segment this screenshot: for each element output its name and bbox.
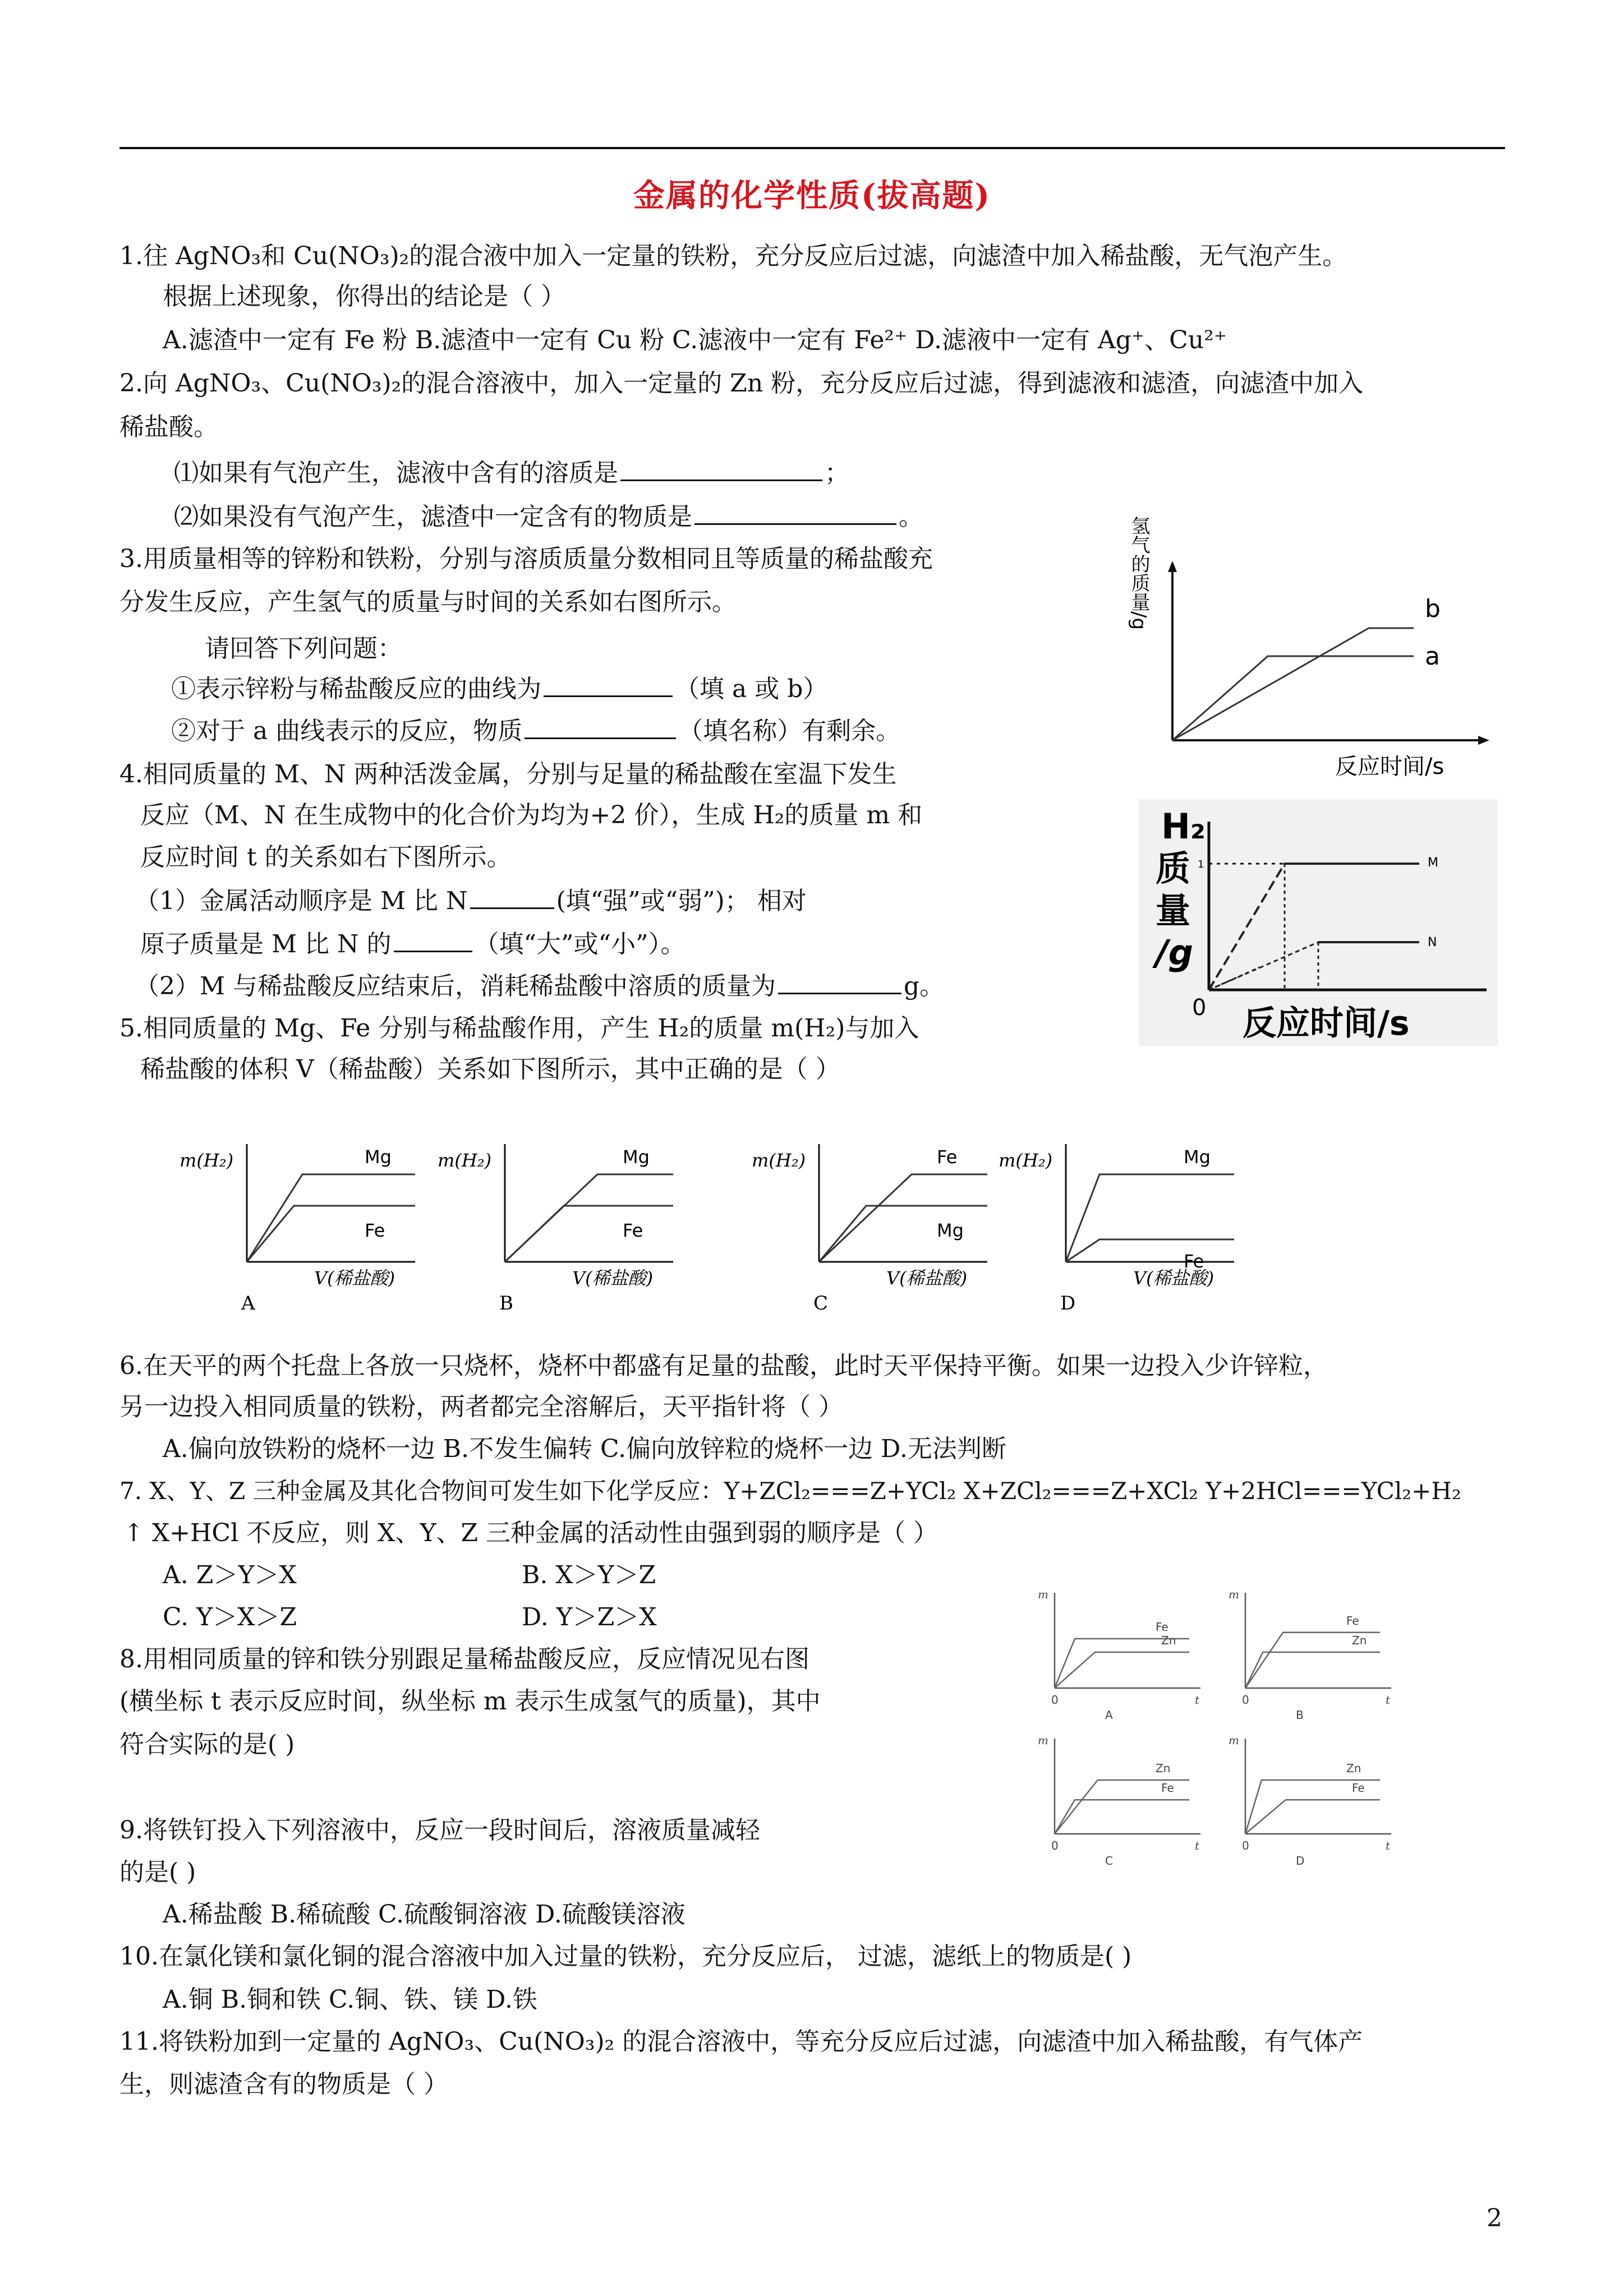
q11-line2: 生，则滤渣含有的物质是（ ）: [119, 2070, 448, 2099]
header-rule: [119, 147, 1505, 149]
q4-sub1-cont: (填“强”或“弱”)； 相对: [556, 887, 807, 915]
q7-opt-b: B. X＞Y＞Z: [522, 1561, 656, 1589]
q9-options: A.稀盐酸 B.稀硫酸 C.硫酸铜溶液 D.硫酸镁溶液: [163, 1900, 686, 1929]
q5-label-top: Mg: [365, 1146, 392, 1168]
q7-line2: ↑ X+HCl 不反应，则 X、Y、Z 三种金属的活动性由强到弱的顺序是（ ）: [123, 1519, 938, 1547]
q4-origin: 0: [1192, 995, 1207, 1021]
q11-line1: 11.将铁粉加到一定量的 AgNO₃、Cu(NO₃)₂ 的混合溶液中，等充分反应后过滤，向滤渣中加入稀盐酸，有气体产: [119, 2027, 1363, 2056]
q2-blank1[interactable]: [620, 457, 822, 481]
q4-tick-1: 1: [1198, 859, 1204, 870]
q5-graph-letter: A: [241, 1292, 255, 1312]
q8-label-bottom: Zn: [1352, 1634, 1367, 1647]
q3-sub2-end: （填名称）有剩余。: [678, 717, 901, 745]
q2-blank2[interactable]: [694, 501, 896, 525]
q8-axis-t: t: [1195, 1693, 1200, 1707]
q3-fig-ylabel: 氢气的质量/g: [1128, 516, 1150, 630]
q8-curve-bottom: [1055, 1652, 1189, 1688]
q4-ylabel-h2: H₂: [1161, 806, 1206, 847]
q5-graph-b: [426, 1133, 690, 1312]
q8-axis-t: t: [1195, 1839, 1200, 1852]
q5-label-bottom: Fe: [365, 1220, 385, 1241]
q8-curve-bottom: [1245, 1800, 1380, 1834]
q4-line2: 反应（M、N 在生成物中的化合价为均为+2 价），生成 H₂的质量 m 和: [140, 801, 923, 829]
q3-label-b: b: [1425, 594, 1441, 623]
q7-opt-d: D. Y＞Z＞X: [522, 1603, 657, 1631]
q3-line3: 请回答下列问题：: [205, 634, 402, 663]
q5-graph-letter: D: [1060, 1292, 1076, 1312]
q8-graph-d: [1223, 1727, 1408, 1868]
q3-figure: [1122, 494, 1503, 785]
q4-blank1[interactable]: [470, 885, 554, 909]
q8-label-top: Fe: [1346, 1613, 1359, 1628]
q8-graph-letter: C: [1105, 1854, 1113, 1868]
q10-options: A.铜 B.铜和铁 C.铜、铁、镁 D.铁: [163, 1985, 537, 2014]
q8-graph-letter: A: [1105, 1708, 1113, 1722]
q4-label-n: N: [1428, 935, 1437, 949]
q5-label-top: Mg: [623, 1146, 650, 1168]
q3-sub1-text: ①表示锌粉与稀盐酸反应的曲线为: [171, 675, 541, 703]
q2-sub1-end: ；: [825, 459, 849, 487]
q7-opt-a: A. Z＞Y＞X: [163, 1561, 297, 1589]
page-number: 2: [1487, 2204, 1502, 2233]
q5-ylabel: m(H₂): [999, 1150, 1053, 1171]
q3-y-arrow: [1168, 561, 1177, 572]
q1-line2: 根据上述现象，你得出的结论是（ ）: [163, 282, 565, 311]
q4-fig-xlabel: 反应时间/s: [1243, 1004, 1410, 1043]
q8-axis-m: m: [1229, 1588, 1239, 1601]
q1-line1: 1.往 AgNO₃和 Cu(NO₃)₂的混合液中加入一定量的铁粉，充分反应后过滤，向滤渣中加入稀盐酸，无气泡产生。: [119, 242, 1347, 270]
q3-sub2-text: ②对于 a 曲线表示的反应，物质: [171, 717, 523, 745]
q8-graph-b: [1223, 1582, 1408, 1722]
q3-x-arrow: [1478, 736, 1489, 745]
q5-curve-top: [1066, 1174, 1234, 1262]
q9-line1: 9.将铁钉投入下列溶液中，反应一段时间后，溶液质量减轻: [119, 1816, 760, 1845]
q6-line1: 6.在天平的两个托盘上各放一只烧杯，烧杯中都盛有足量的盐酸，此时天平保持平衡。如果一边投入少许锌粒，: [119, 1352, 1328, 1380]
q3-curve-b: [1172, 628, 1414, 740]
q8-axis-m: m: [1229, 1733, 1239, 1747]
q4-sub1d-text: （填“大”或“小”）。: [474, 930, 686, 958]
q5-line1: 5.相同质量的 Mg、Fe 分别与稀盐酸作用，产生 H₂的质量 m(H₂)与加入: [119, 1014, 919, 1043]
q1-options: A.滤渣中一定有 Fe 粉 B.滤渣中一定有 Cu 粉 C.滤液中一定有 Fe²⁺ D.滤液中一定有 Ag⁺、Cu²⁺: [163, 326, 1227, 354]
q5-graph-letter: C: [813, 1292, 829, 1312]
q2-line2: 稀盐酸。: [119, 413, 218, 441]
q10-line1: 10.在氯化镁和氯化铜的混合溶液中加入过量的铁粉，充分反应后， 过滤，滤纸上的物质是( ): [119, 1942, 1132, 1971]
q5-label-bottom: Fe: [623, 1220, 643, 1241]
q8-axis-m: m: [1038, 1588, 1048, 1601]
q3-label-a: a: [1425, 642, 1440, 671]
q5-label-bottom: Mg: [937, 1220, 964, 1241]
q7-opt-c: C. Y＞X＞Z: [163, 1603, 297, 1631]
q8-label-bottom: Fe: [1161, 1781, 1174, 1795]
q8-graph-letter: D: [1296, 1854, 1305, 1868]
q3-sub1: [171, 673, 827, 706]
q3-curve-a: [1172, 656, 1414, 740]
q2-sub2-text: ⑵如果没有气泡产生，滤渣中一定含有的物质是: [174, 502, 692, 531]
q7-line1: 7. X、Y、Z 三种金属及其化合物间可发生如下化学反应：Y+ZCl₂===Z+YCl₂ X+ZCl₂===Z+XCl₂ Y+2HCl===YCl₂+H₂: [119, 1477, 1461, 1505]
q9-line2: 的是( ): [119, 1858, 196, 1887]
q2-sub1: [174, 457, 849, 490]
q4-sub2-text: （2）M 与稀盐酸反应结束后，消耗稀盐酸中溶质的质量为: [135, 972, 776, 1001]
q4-sub2-end: g。: [904, 972, 945, 1001]
q5-ylabel: m(H₂): [438, 1150, 492, 1171]
q8-label-bottom: Zn: [1161, 1634, 1176, 1647]
q8-axis-t: t: [1386, 1693, 1391, 1707]
q8-origin: 0: [1051, 1839, 1059, 1852]
q6-options: A.偏向放铁粉的烧杯一边 B.不发生偏转 C.偏向放锌粒的烧杯一边 D.无法判断: [163, 1435, 1006, 1463]
q5-graph-d: [987, 1133, 1251, 1312]
q8-line3: 符合实际的是( ): [119, 1730, 295, 1759]
q5-ylabel: m(H₂): [752, 1150, 806, 1171]
q8-axis-m: m: [1038, 1733, 1048, 1747]
q5-curve-bottom: [247, 1206, 415, 1262]
q6-line2: 另一边投入相同质量的铁粉，两者都完全溶解后，天平指针将（ ）: [119, 1393, 843, 1421]
q5-graph-letter: B: [499, 1292, 513, 1312]
q5-curve-top: [819, 1174, 987, 1262]
q5-graph-c: [740, 1133, 1004, 1312]
q4-sub2: [135, 970, 944, 1003]
q8-label-top: Zn: [1346, 1762, 1361, 1775]
q5-xlabel: V(稀盐酸): [314, 1267, 395, 1289]
q8-line1: 8.用相同质量的锌和铁分别跟足量稀盐酸反应，反应情况见右图: [119, 1645, 809, 1673]
q8-graph-letter: B: [1296, 1708, 1304, 1722]
q4-line1: 4.相同质量的 M、N 两种活泼金属，分别与足量的稀盐酸在室温下发生: [119, 760, 897, 789]
q4-ylabel-liang: 量: [1156, 890, 1191, 931]
q8-label-top: Zn: [1156, 1762, 1171, 1775]
q3-sub1-end: （填 a 或 b）: [675, 675, 828, 703]
q5-graph-a: [168, 1133, 432, 1312]
q8-graph-c: [1032, 1727, 1217, 1868]
q8-graph-a: [1032, 1582, 1217, 1722]
q3-fig-xlabel: 反应时间/s: [1335, 754, 1444, 780]
q5-label-bottom: Fe: [1184, 1251, 1204, 1272]
q8-label-top: Fe: [1156, 1620, 1168, 1634]
q2-sub2-end: 。: [899, 502, 923, 531]
q5-label-top: Fe: [937, 1146, 958, 1168]
q8-origin: 0: [1051, 1693, 1059, 1707]
q5-xlabel: V(稀盐酸): [1133, 1267, 1214, 1289]
q4-figure: [1139, 799, 1498, 1046]
q3-blank1[interactable]: [544, 673, 673, 697]
q5-curve-bottom: [1066, 1239, 1234, 1262]
q3-line1: 3.用质量相等的锌粉和铁粉，分别与溶质质量分数相同且等质量的稀盐酸充: [119, 545, 933, 573]
q4-sub1-line2: [140, 928, 685, 961]
q4-label-m: M: [1428, 856, 1438, 870]
q4-sub1-text: （1）金属活动顺序是 M 比 N: [135, 887, 468, 915]
q3-line2: 分发生反应，产生氢气的质量与时间的关系如右图所示。: [119, 588, 737, 616]
q4-sub1: [135, 885, 807, 918]
q4-ylabel-zhi: 质: [1156, 848, 1191, 889]
q3-blank2[interactable]: [525, 715, 676, 739]
q5-curve-bottom: [505, 1206, 673, 1262]
q8-axis-t: t: [1386, 1839, 1391, 1852]
q2-line1: 2.向 AgNO₃、Cu(NO₃)₂的混合溶液中，加入一定量的 Zn 粉，充分反应后过滤，得到滤液和滤渣，向滤渣中加入: [119, 369, 1364, 398]
q4-sub1c-text: 原子质量是 M 比 N 的: [140, 930, 392, 958]
page-title: 金属的化学性质(拔高题): [633, 177, 991, 214]
q8-curve-bottom: [1055, 1800, 1189, 1834]
q5-xlabel: V(稀盐酸): [572, 1267, 654, 1289]
q4-blank2[interactable]: [394, 928, 472, 952]
q5-ylabel: m(H₂): [180, 1150, 234, 1171]
q4-line3: 反应时间 t 的关系如右下图所示。: [140, 843, 512, 872]
q8-origin: 0: [1242, 1839, 1249, 1852]
q3-sub2: [171, 715, 900, 748]
q8-label-bottom: Fe: [1352, 1781, 1365, 1795]
q8-line2: (横坐标 t 表示反应时间，纵坐标 m 表示生成氢气的质量)，其中: [119, 1687, 821, 1716]
q5-curve-top: [505, 1174, 673, 1262]
q4-blank3[interactable]: [778, 970, 901, 994]
q5-curve-top: [247, 1174, 415, 1262]
q2-sub1-text: ⑴如果有气泡产生，滤液中含有的溶质是: [174, 459, 618, 487]
q5-xlabel: V(稀盐酸): [886, 1267, 968, 1289]
q5-label-top: Mg: [1184, 1146, 1211, 1168]
q5-line2: 稀盐酸的体积 V（稀盐酸）关系如下图所示，其中正确的是（ ）: [140, 1055, 840, 1084]
q4-ylabel-unit: /g: [1156, 932, 1194, 973]
q2-sub2: [174, 501, 923, 533]
q8-origin: 0: [1242, 1693, 1249, 1707]
